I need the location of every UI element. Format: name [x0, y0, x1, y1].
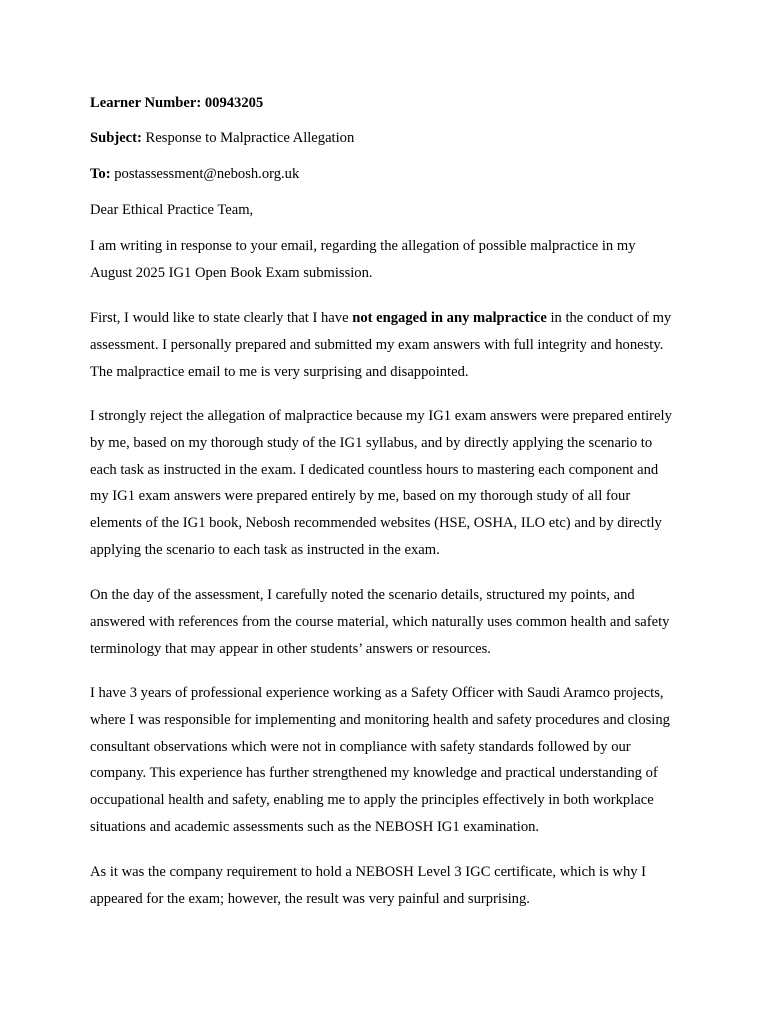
paragraph-1: I am writing in response to your email, regarding the allegation of possible malpractice in my August 2025 IG1 Open Book Exam submission. — [90, 238, 636, 281]
to-label: To: — [90, 166, 111, 182]
to-line — [90, 165, 299, 183]
paragraph-2-emphasis: not engaged in any malpractice — [352, 310, 547, 326]
learner-number-label: Learner Number: — [90, 95, 202, 111]
to-email: postassessment@nebosh.org.uk — [114, 166, 300, 182]
subject-line — [90, 129, 354, 147]
paragraph-2 — [90, 305, 674, 385]
paragraph-3: I strongly reject the allegation of malpractice because my IG1 exam answers were prepared entirely by me, based on my thorough study of the IG1 syllabus, and by directly applying the scenario to each task as instructed in the exam. I dedicated countless hours to mastering each component and my IG1 exam answers were prepared entirely by me, based on my thorough study of all four elements of the IG1 book, Nebosh recommended websites (HSE, OSHA, ILO etc) and by directly applying the scenario to each task as instructed in the exam. — [90, 408, 672, 558]
paragraph-5: I have 3 years of professional experience working as a Safety Officer with Saudi Aramco projects, where I was responsible for implementing and monitoring health and safety procedures and closing consultant observations which were not in compliance with safety standards followed by our company. This experience has further strengthened my knowledge and practical understanding of occupational health and safety, enabling me to apply the principles effectively in both workplace situations and academic assessments such as the NEBOSH IG1 examination. — [90, 685, 670, 835]
paragraph-2-start: First, I would like to state clearly that I have — [90, 310, 353, 326]
subject-value: Response to Malpractice Allegation — [145, 130, 355, 146]
learner-number-line — [90, 94, 263, 112]
paragraph-2-end: in the conduct of my assessment. I personally prepared and submitted my exam answers with full integrity and honesty. The malpractice email to me is very surprising and disappointed. — [90, 310, 672, 380]
paragraph-4: On the day of the assessment, I carefully noted the scenario details, structured my points, and answered with references from the course material, which naturally uses common health and safety terminology that may appear in other students’ answers or resources. — [90, 587, 670, 657]
paragraph-6: As it was the company requirement to hold a NEBOSH Level 3 IGC certificate, which is why I appeared for the exam; however, the result was very painful and surprising. — [90, 864, 647, 907]
learner-number-value: 00943205 — [204, 95, 264, 111]
salutation: Dear Ethical Practice Team, — [90, 202, 254, 218]
subject-label: Subject: — [90, 130, 142, 146]
